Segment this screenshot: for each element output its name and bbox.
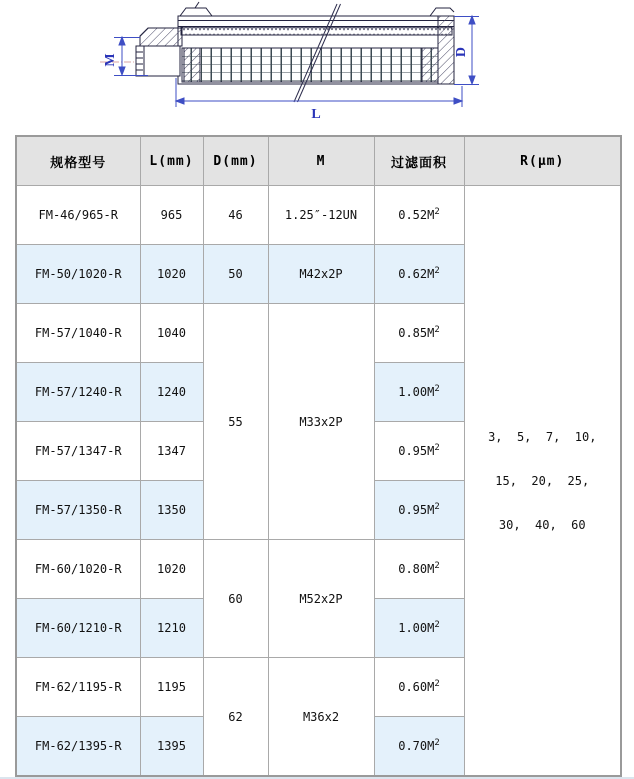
- diameter-cell: 60: [203, 540, 268, 658]
- area-cell: $1.00M^2$: [374, 599, 464, 658]
- spec-table: [15, 135, 622, 777]
- diameter-cell: 62: [203, 658, 268, 777]
- filter-element-diagram: [100, 0, 492, 130]
- micron-line-2: 15, 20, 25,: [495, 473, 590, 488]
- model-cell: FM-57/1240-R: [16, 363, 140, 422]
- element-body-outline: [136, 2, 454, 84]
- length-cell: 1210: [140, 599, 203, 658]
- dim-label-l: L: [311, 107, 321, 122]
- area-cell: $0.80M^2$: [374, 540, 464, 599]
- model-cell: FM-60/1020-R: [16, 540, 140, 599]
- fitting-flange: [140, 28, 182, 46]
- end-cap: [438, 16, 454, 84]
- micron-rating-cell: [464, 186, 621, 777]
- model-cell: FM-50/1020-R: [16, 245, 140, 304]
- diameter-cell: 55: [203, 304, 268, 540]
- micron-line-3: 30, 40, 60: [498, 517, 586, 532]
- thread-cell: M52x2P: [268, 540, 374, 658]
- header-micron-rating: R(μm): [464, 136, 621, 186]
- model-cell: FM-46/965-R: [16, 186, 140, 245]
- header-thread: M: [268, 136, 374, 186]
- table-header-row: [16, 136, 621, 186]
- thread-cell: M42x2P: [268, 245, 374, 304]
- model-cell: FM-60/1210-R: [16, 599, 140, 658]
- filter-element-drawing: [100, 0, 492, 130]
- length-cell: 1240: [140, 363, 203, 422]
- thread-cell: M33x2P: [268, 304, 374, 540]
- length-cell: 1350: [140, 481, 203, 540]
- model-cell: FM-62/1195-R: [16, 658, 140, 717]
- dim-label-d: D: [454, 46, 469, 58]
- length-cell: 1020: [140, 245, 203, 304]
- length-cell: 1395: [140, 717, 203, 777]
- area-cell: $1.00M^2$: [374, 363, 464, 422]
- area-cell: $0.60M^2$: [374, 658, 464, 717]
- threaded-end: [136, 46, 180, 76]
- area-cell: $0.52M^2$: [374, 186, 464, 245]
- area-cell: $0.85M^2$: [374, 304, 464, 363]
- header-filter-area: 过滤面积: [374, 136, 464, 186]
- thread-cell: M36x2: [268, 658, 374, 777]
- perforated-strip: [181, 27, 452, 35]
- table-row: [16, 186, 621, 245]
- length-cell: 1040: [140, 304, 203, 363]
- model-cell: FM-57/1347-R: [16, 422, 140, 481]
- area-cell: $0.70M^2$: [374, 717, 464, 777]
- length-cell: 1347: [140, 422, 203, 481]
- area-cell: $0.95M^2$: [374, 481, 464, 540]
- diameter-cell: 50: [203, 245, 268, 304]
- diameter-cell: 46: [203, 186, 268, 245]
- header-length: L(mm): [140, 136, 203, 186]
- thread-cell: 1.25″-12UN: [268, 186, 374, 245]
- header-diameter: D(mm): [203, 136, 268, 186]
- model-cell: FM-57/1040-R: [16, 304, 140, 363]
- area-cell: $0.95M^2$: [374, 422, 464, 481]
- dim-label-m: M: [103, 53, 118, 67]
- micron-line-1: 3, 5, 7, 10,: [488, 429, 597, 444]
- model-cell: FM-62/1395-R: [16, 717, 140, 777]
- header-model: 规格型号: [16, 136, 140, 186]
- length-cell: 965: [140, 186, 203, 245]
- length-cell: 1020: [140, 540, 203, 599]
- length-cell: 1195: [140, 658, 203, 717]
- model-cell: FM-57/1350-R: [16, 481, 140, 540]
- area-cell: $0.62M^2$: [374, 245, 464, 304]
